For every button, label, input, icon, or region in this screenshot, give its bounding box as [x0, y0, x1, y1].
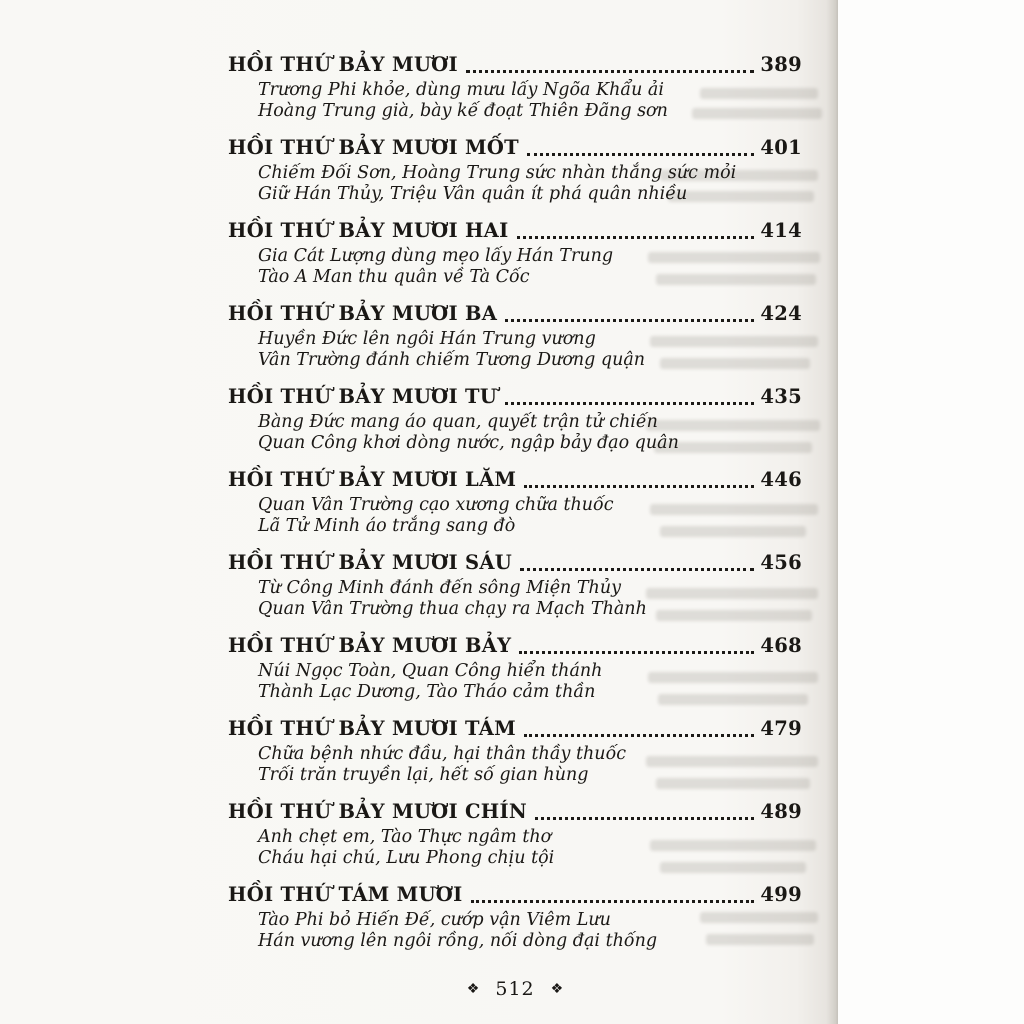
- toc-entry-subtitle-line1: Gia Cát Lượng dùng mẹo lấy Hán Trung: [258, 246, 614, 266]
- toc-entry-title: HỒI THỨ BẢY MƯƠI BA: [228, 302, 498, 325]
- dot-leader: [505, 402, 754, 405]
- toc-entry-subtitle-line1: Từ Công Minh đánh đến sông Miện Thủy: [258, 578, 621, 598]
- toc-entry-subtitle-line2: Giữ Hán Thủy, Triệu Vân quân ít phá quân nhiều: [258, 184, 688, 204]
- toc-entry-heading: [228, 299, 802, 329]
- toc-entry-title: HỒI THỨ BẢY MƯƠI HAI: [228, 219, 509, 242]
- toc-entry-subtitle-line1: Núi Ngọc Toàn, Quan Công hiển thánh: [258, 661, 603, 681]
- toc-entry: [228, 548, 802, 620]
- toc-entry-title: HỒI THỨ BẢY MƯƠI: [228, 53, 458, 76]
- toc-entry: [228, 299, 802, 371]
- toc-entry-subtitle-line1: Trương Phi khỏe, dùng mưu lấy Ngõa Khẩu ải: [258, 80, 664, 100]
- toc-entry-title: HỒI THỨ BẢY MƯƠI MỐT: [228, 136, 519, 159]
- toc-entry-subtitle-line2: Quan Vân Trường thua chạy ra Mạch Thành: [258, 599, 647, 619]
- dot-leader: [524, 485, 754, 488]
- toc-entry-heading: [228, 50, 802, 80]
- toc-entry: [228, 880, 802, 952]
- toc-entry-page-number: 499: [760, 883, 802, 906]
- toc-entry-subtitle-line1: Bàng Đức mang áo quan, quyết trận tử chiến: [258, 412, 658, 432]
- toc-entry-subtitle-line1: Tào Phi bỏ Hiến Đế, cướp vận Viêm Lưu: [258, 910, 611, 930]
- toc-entry-subtitle-line2: Cháu hại chú, Lưu Phong chịu tội: [258, 848, 555, 868]
- toc-entry: [228, 714, 802, 786]
- toc-entry-title: HỒI THỨ BẢY MƯƠI BẢY: [228, 634, 512, 657]
- footer-ornament-right-icon: ❖: [550, 981, 564, 997]
- toc-entry-title: HỒI THỨ TÁM MƯƠI: [228, 883, 463, 906]
- toc-entry-subtitle-line2: Vân Trường đánh chiếm Tương Dương quận: [258, 350, 646, 370]
- toc-entry-page-number: 414: [760, 219, 802, 242]
- toc-entry-heading: [228, 714, 802, 744]
- toc-entry-subtitle-line2: Hán vương lên ngôi rồng, nối dòng đại thống: [258, 931, 658, 951]
- toc-entry-heading: [228, 880, 802, 910]
- toc-entry-page-number: 435: [760, 385, 802, 408]
- footer-ornament-left-icon: ❖: [466, 981, 480, 997]
- toc-entry: [228, 797, 802, 869]
- toc-entry-page-number: 401: [760, 136, 802, 159]
- dot-leader: [535, 817, 754, 820]
- toc-entry-subtitle-line2: Hoàng Trung già, bày kế đoạt Thiên Đãng sơn: [258, 101, 668, 121]
- toc-entry-title: HỒI THỨ BẢY MƯƠI LĂM: [228, 468, 517, 491]
- dot-leader: [517, 236, 755, 239]
- toc-entry-heading: [228, 133, 802, 163]
- toc-entry-subtitle-line2: Thành Lạc Dương, Tào Tháo cảm thần: [258, 682, 596, 702]
- toc-entry: [228, 216, 802, 288]
- page-footer: [228, 974, 802, 1004]
- toc-entry-page-number: 489: [760, 800, 802, 823]
- footer-page-number: 512: [495, 978, 535, 1000]
- toc-entry-subtitle-line2: Lã Tử Minh áo trắng sang đò: [258, 516, 516, 536]
- toc-entry-heading: [228, 631, 802, 661]
- toc-entry: [228, 50, 802, 122]
- toc-entry-page-number: 446: [760, 468, 802, 491]
- toc-entry-page-number: 389: [760, 53, 802, 76]
- toc-entry-page-number: 468: [760, 634, 802, 657]
- toc-entry: [228, 631, 802, 703]
- toc-entry: [228, 133, 802, 205]
- toc-entry-page-number: 424: [760, 302, 802, 325]
- dot-leader: [519, 651, 754, 654]
- toc-entry-page-number: 456: [760, 551, 802, 574]
- toc-entry-subtitle-line1: Huyền Đức lên ngôi Hán Trung vương: [258, 329, 596, 349]
- toc-entry-heading: [228, 548, 802, 578]
- toc-entry-title: HỒI THỨ BẢY MƯƠI TÁM: [228, 717, 517, 740]
- toc-entry-title: HỒI THỨ BẢY MƯƠI CHÍN: [228, 800, 528, 823]
- toc-entry-page-number: 479: [760, 717, 802, 740]
- table-of-contents: [228, 50, 802, 963]
- dot-leader: [471, 900, 755, 903]
- toc-entry-title: HỒI THỨ BẢY MƯƠI TƯ: [228, 385, 498, 408]
- toc-entry-heading: [228, 797, 802, 827]
- toc-entry-subtitle-line2: Trối trăn truyền lại, hết số gian hùng: [258, 765, 589, 785]
- dot-leader: [524, 734, 754, 737]
- toc-entry-heading: [228, 216, 802, 246]
- toc-entry-subtitle-line2: Quan Công khơi dòng nước, ngập bảy đạo quân: [258, 433, 679, 453]
- toc-entry-subtitle-line2: Tào A Man thu quân về Tà Cốc: [258, 267, 530, 287]
- toc-entry-subtitle-line1: Chữa bệnh nhức đầu, hại thân thầy thuốc: [258, 744, 627, 764]
- toc-entry-title: HỒI THỨ BẢY MƯƠI SÁU: [228, 551, 513, 574]
- toc-entry-subtitle-line1: Anh chẹt em, Tào Thực ngâm thơ: [258, 827, 552, 847]
- toc-entry-subtitle-line1: Quan Vân Trường cạo xương chữa thuốc: [258, 495, 614, 515]
- toc-entry: [228, 465, 802, 537]
- dot-leader: [466, 70, 755, 73]
- dot-leader: [520, 568, 754, 571]
- dot-leader: [527, 153, 754, 156]
- toc-entry: [228, 382, 802, 454]
- dot-leader: [505, 319, 754, 322]
- toc-entry-heading: [228, 382, 802, 412]
- toc-entry-heading: [228, 465, 802, 495]
- toc-entry-subtitle-line1: Chiếm Đối Sơn, Hoàng Trung sức nhàn thắng sức mỏi: [258, 163, 737, 183]
